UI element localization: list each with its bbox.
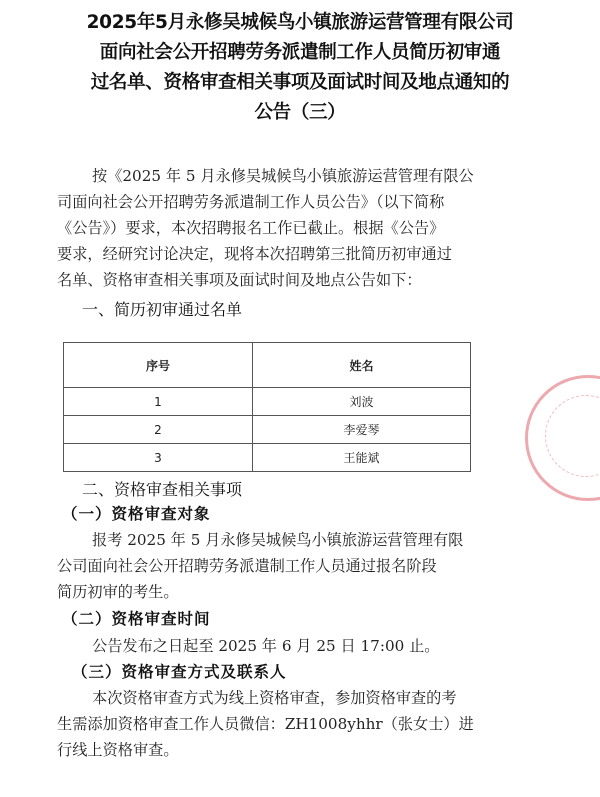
announcement-title (30, 8, 570, 128)
sub1-line-1: 报考 2025 年 5 月永修吴城候鸟小镇旅游运营管理有限 (92, 531, 464, 549)
subsection-3-heading: （三）资格审查方式及联系人 (72, 662, 287, 681)
title-line-2: 面向社会公开招聘劳务派遣制工作人员简历初审通 (99, 42, 501, 63)
row-serial-number: 1 (64, 388, 253, 416)
row-name: 李爱琴 (253, 416, 471, 444)
passed-candidates-table (63, 342, 471, 472)
table-row (64, 416, 471, 444)
table-row (64, 444, 471, 472)
section-1-heading: 一、简历初审通过名单 (82, 300, 243, 319)
sub1-line-2: 公司面向社会公开招聘劳务派遣制工作人员通过报名阶段 (57, 557, 437, 575)
row-serial-number: 3 (64, 444, 253, 472)
table-row (64, 388, 471, 416)
intro-line-1: 按《2025 年 5 月永修吴城候鸟小镇旅游运营管理有限公 (92, 167, 474, 185)
sub2-line-1: 公告发布之日起至 2025 年 6 月 25 日 17:00 止。 (92, 637, 440, 655)
intro-line-4: 要求，经研究讨论决定，现将本次招聘第三批简历初审通过 (57, 245, 452, 263)
row-name: 刘波 (253, 388, 471, 416)
sub3-line-2: 生需添加资格审查工作人员微信：ZH1008yhhr（张女士）进 (57, 715, 474, 733)
subsection-1-heading: （一）资格审查对象 (62, 504, 211, 523)
subsection-2-heading: （二）资格审查时间 (62, 609, 211, 628)
row-name: 王能斌 (253, 444, 471, 472)
title-line-4: 公告（三） (254, 102, 346, 123)
header-name: 姓名 (253, 343, 471, 388)
sub3-line-1: 本次资格审查方式为线上资格审查，参加资格审查的考 (92, 689, 457, 707)
intro-line-3: 《公告》）要求，本次招聘报名工作已截止。根据《公告》 (57, 219, 445, 237)
sub3-line-3: 行线上资格审查。 (57, 741, 179, 759)
row-serial-number: 2 (64, 416, 253, 444)
intro-line-5: 名单、资格审查相关事项及面试时间及地点公告如下： (57, 271, 422, 289)
section-2-heading: 二、资格审查相关事项 (82, 480, 243, 499)
table-header-row (64, 343, 471, 388)
header-serial-number: 序号 (64, 343, 253, 388)
title-line-1: 2025年5月永修吴城候鸟小镇旅游运营管理有限公司 (86, 12, 514, 33)
title-line-3: 过名单、资格审查相关事项及面试时间及地点通知的 (90, 72, 510, 93)
intro-line-2: 司面向社会公开招聘劳务派遣制工作人员公告》（以下简称 (57, 193, 445, 211)
sub1-line-3: 简历初审的考生。 (57, 583, 179, 601)
